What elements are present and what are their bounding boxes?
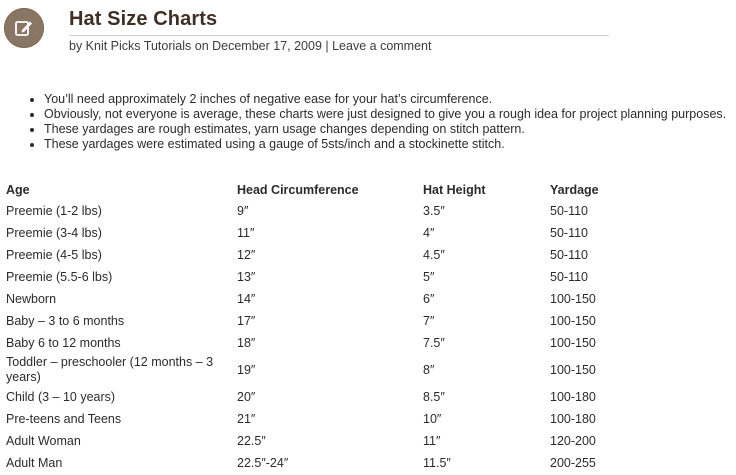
table-row — [4, 430, 650, 452]
cell-head-circumference: 12″ — [237, 247, 256, 262]
table-row — [4, 222, 650, 244]
cell-hat-height: 5″ — [423, 269, 435, 284]
cell-age: Preemie (4-5 lbs) — [6, 247, 102, 262]
cell-head-circumference: 21″ — [237, 411, 256, 426]
table-row — [4, 266, 650, 288]
cell-yardage: 50-110 — [550, 203, 588, 218]
cell-hat-height: 11.5″ — [423, 455, 451, 470]
cell-hat-height: 3.5″ — [423, 203, 445, 218]
cell-head-circumference: 20″ — [237, 389, 256, 404]
cell-age: Preemie (5.5-6 lbs) — [6, 269, 113, 284]
column-header-yardage: Yardage — [550, 183, 599, 197]
cell-yardage: 100-180 — [550, 411, 596, 426]
cell-hat-height: 4″ — [423, 225, 435, 240]
cell-age: Preemie (1-2 lbs) — [6, 203, 102, 218]
cell-head-circumference: 17″ — [237, 313, 256, 328]
table-row — [4, 310, 650, 332]
list-item: • These yardages were estimated using a gauge of 5sts/inch and a stockinette stitch. — [44, 137, 736, 152]
table-row — [4, 288, 650, 310]
cell-age: Adult Woman — [6, 433, 81, 448]
column-header-head-circumference: Head Circumference — [237, 183, 359, 197]
table-row — [4, 386, 650, 408]
cell-head-circumference: 11″ — [237, 225, 255, 240]
cell-age: Child (3 – 10 years) — [6, 389, 116, 404]
cell-yardage: 100-150 — [550, 362, 596, 377]
cell-yardage: 100-180 — [550, 389, 596, 404]
cell-yardage: 50-110 — [550, 247, 588, 262]
notes-list — [10, 92, 736, 152]
table-header-row — [4, 180, 650, 200]
list-item: • You’ll need approximately 2 inches of negative ease for your hat’s circumference. — [44, 92, 736, 107]
leave-comment-link[interactable]: Leave a comment — [332, 39, 432, 53]
cell-yardage: 120-200 — [550, 433, 596, 448]
table-row — [4, 354, 650, 386]
post-byline: by Knit Picks Tutorials on December 17, 2009 | — [69, 39, 333, 53]
table-row — [4, 332, 650, 354]
pencil-edit-icon — [14, 18, 34, 38]
table-row — [4, 408, 650, 430]
cell-yardage: 100-150 — [550, 335, 596, 350]
cell-age: Adult Man — [6, 455, 63, 470]
list-item: • These yardages are rough estimates, yarn usage changes depending on stitch pattern. — [44, 122, 736, 137]
cell-yardage: 100-150 — [550, 291, 596, 306]
cell-yardage: 50-110 — [550, 225, 588, 240]
cell-hat-height: 11″ — [423, 433, 441, 448]
post-meta — [69, 39, 431, 53]
column-header-age: Age — [6, 183, 30, 197]
cell-yardage: 200-255 — [550, 455, 596, 470]
cell-age: Baby 6 to 12 months — [6, 335, 121, 350]
cell-age: Baby – 3 to 6 months — [6, 313, 125, 328]
list-item: • Obviously, not everyone is average, these charts were just designed to give you a rough idea for project planning purposes. — [44, 107, 736, 122]
table-row — [4, 452, 650, 474]
cell-hat-height: 10″ — [423, 411, 442, 426]
table-row — [4, 244, 650, 266]
cell-hat-height: 8.5″ — [423, 389, 445, 404]
cell-age: Preemie (3-4 lbs) — [6, 225, 102, 240]
hat-size-table — [4, 180, 650, 474]
cell-head-circumference: 9″ — [237, 203, 249, 218]
cell-head-circumference: 22.5″ — [237, 433, 266, 448]
cell-yardage: 50-110 — [550, 269, 588, 284]
cell-hat-height: 7.5″ — [423, 335, 445, 350]
post-format-badge — [4, 8, 44, 48]
cell-yardage: 100-150 — [550, 313, 596, 328]
cell-hat-height: 7″ — [423, 313, 435, 328]
title-divider — [69, 35, 609, 36]
page-title[interactable]: Hat Size Charts — [69, 8, 218, 30]
table-row — [4, 200, 650, 222]
cell-hat-height: 4.5″ — [423, 247, 445, 262]
cell-head-circumference: 18″ — [237, 335, 256, 350]
cell-age: Pre-teens and Teens — [6, 411, 122, 426]
cell-head-circumference: 14″ — [237, 291, 256, 306]
cell-head-circumference: 19″ — [237, 362, 256, 377]
cell-head-circumference: 13″ — [237, 269, 256, 284]
cell-age: Toddler – preschooler (12 months – 3 years) — [6, 355, 214, 384]
column-header-hat-height: Hat Height — [423, 183, 486, 197]
cell-hat-height: 8″ — [423, 362, 435, 377]
cell-age: Newborn — [6, 291, 57, 306]
cell-hat-height: 6″ — [423, 291, 435, 306]
cell-head-circumference: 22.5″-24″ — [237, 455, 289, 470]
